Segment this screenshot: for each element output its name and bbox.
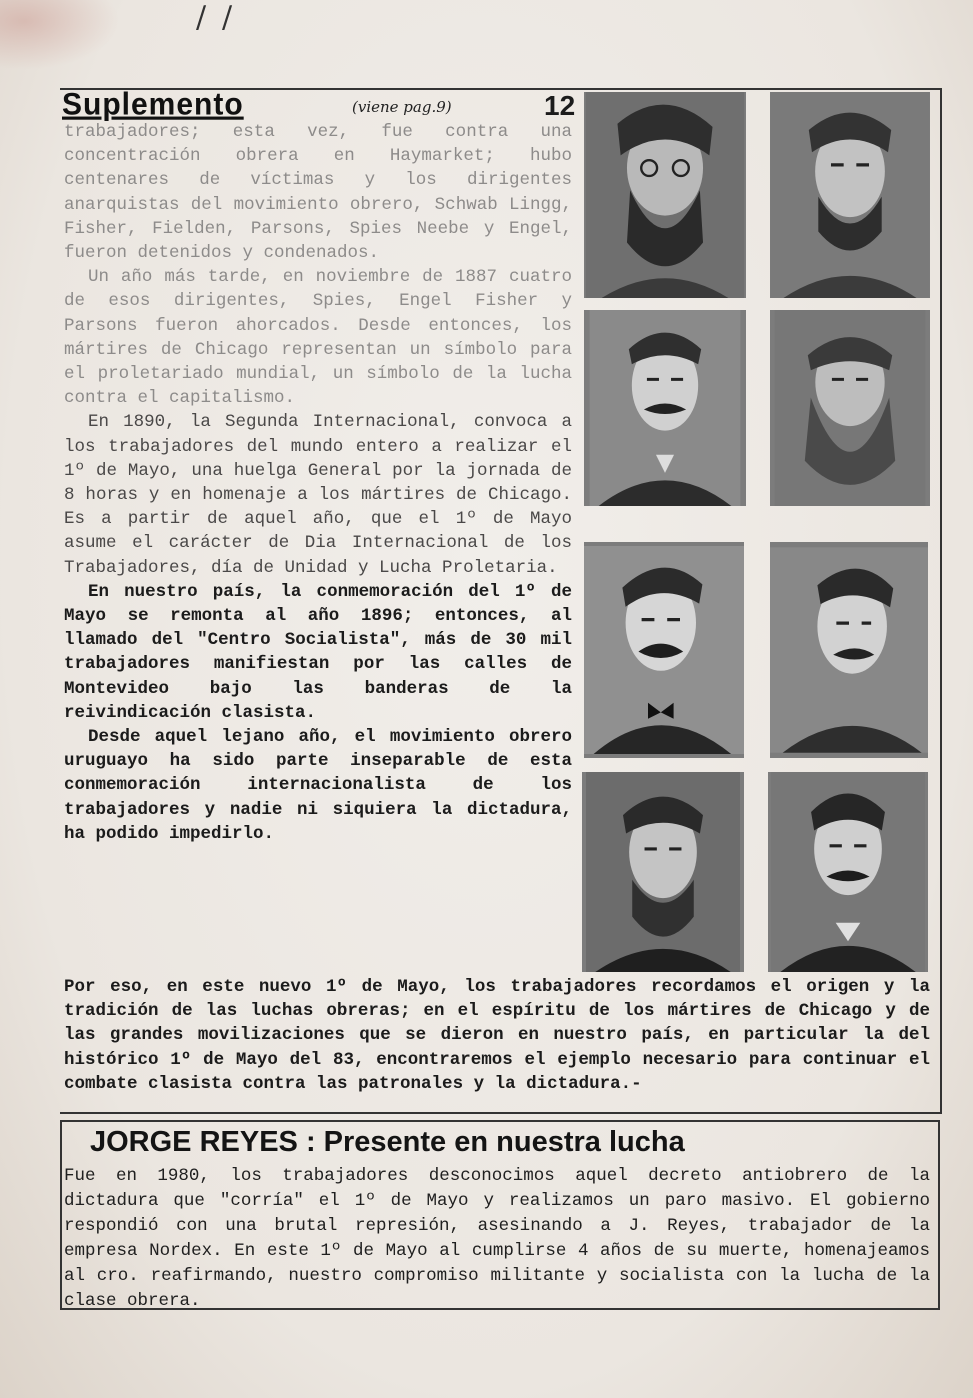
paragraph-1896: En nuestro país, la conmemoración del 1º de Mayo se remonta al año 1896; entonces, al llamado del "Centro Socialista", más de 30 mil trabajadores manifiestan por las calles de Montevideo bajo las banderas de la reivindicación clasista.: [64, 581, 572, 723]
portrait-mustached-man-icon: [584, 310, 746, 506]
page-number: 12: [544, 90, 576, 121]
scratch-mark: /: [222, 0, 233, 35]
closing-paragraph: Por eso, en este nuevo 1º de Mayo, los trabajadores recordamos el origen y la tradición de las luchas obreras; en el espíritu de los mártires de Chicago y de las grandes movilizaciones que se dieron en nuestro país, en particular la del histórico 1º de Mayo del 83, encontraremos el ejemplo necesario para continuar el combate clasista contra las patronales y la dictadura.-: [64, 977, 930, 1094]
paragraph-1887: Un año más tarde, en noviembre de 1887 cuatro de esos dirigentes, Spies, Engel Fisher y Parsons fueron ahorcados. Desde entonces, los mártires de Chicago representan un símbolo para el proletariado mundial, un símbolo de la lucha contra el capitalismo.: [64, 267, 572, 409]
portrait-mustached-bowtie-icon: [584, 542, 744, 758]
box-body: Fue en 1980, los trabajadores desconocimos aquel decreto antiobrero de la dictadura que "corría" el 1º de Mayo y realizamos un paro masivo. El gobierno respondió con una brutal represión, asesinando a J. Reyes, trabajador de la empresa Nordex. En este 1º de Mayo al cumplirse 4 años de su muerte, homenajeamos al cro. reafirmando, nuestro compromiso militante y socialista con la lucha de la clase obrera.: [64, 1166, 930, 1311]
article-column: [64, 120, 572, 846]
paragraph-uruguay: Desde aquel lejano año, el movimiento obrero uruguayo ha sido parte inseparable de esta conmemoración internacionalista de los trabajadores y nadie ni siquiera la dictadura, ha podido impedirlo.: [64, 727, 572, 844]
page-header: [62, 88, 582, 120]
paragraph-haymarket: trabajadores; esta vez, fue contra una concentración obrera en Haymarket; hubo centenares de víctimas y los dirigentes anarquistas del movimiento obrero, Schwab Lingg, Fisher, Fielden, Parsons, Spies Neebe y Engel, fueron detenidos y condenados.: [64, 122, 572, 264]
paragraph-1890: En 1890, la Segunda Internacional, convoca a los trabajadores del mundo entero a realizar el 1º de Mayo, una huelga General por la jornada de 8 horas y en homenaje a los mártires de Chicago. Es a partir de aquel año, que el 1º de Mayo asume el carácter de Dia Internacional de los Trabajadores, día de Unidad y Lucha Proletaria.: [64, 412, 572, 578]
box-title: JORGE REYES : Presente en nuestra lucha: [90, 1126, 685, 1158]
portrait-bearded-elder-icon: [770, 310, 930, 506]
continued-note: (viene pag.9): [352, 98, 452, 116]
martyrs-portrait-grid: [582, 90, 932, 974]
portrait-bearded-man-icon: [770, 92, 930, 298]
supplement-logo: Suplemento: [62, 87, 244, 122]
portrait-bearded-profile-icon: [582, 772, 744, 972]
paper-stain: [0, 0, 120, 70]
scratch-mark: /: [196, 0, 207, 35]
portrait-man-side-profile-icon: [770, 542, 928, 758]
portrait-bearded-glasses-icon: [584, 92, 746, 298]
jorge-reyes-box: [60, 1120, 940, 1310]
portrait-mustached-young-icon: [768, 772, 928, 972]
